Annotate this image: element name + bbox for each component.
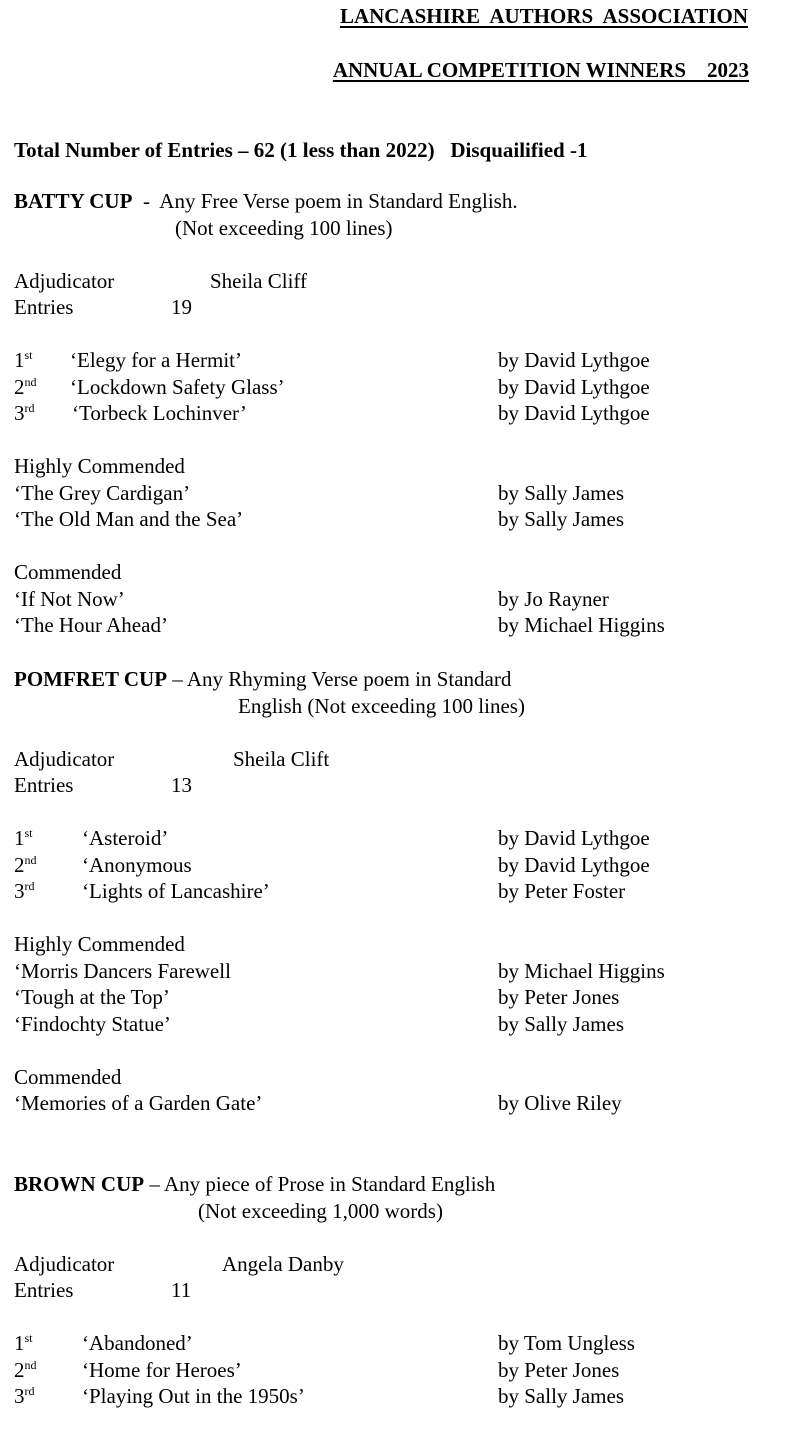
entry-title: ‘The Grey Cardigan’: [14, 480, 191, 505]
highly-commended-label: [14, 453, 794, 480]
adjudicator-row: [14, 746, 794, 773]
entries-label: Entries: [14, 773, 74, 797]
entry-author: by Olive Riley: [498, 1091, 622, 1115]
place-row: [14, 1383, 794, 1410]
cup-name: BATTY CUP: [14, 189, 133, 213]
entry-author: by Peter Foster: [498, 879, 626, 903]
adjudicator-label: Adjudicator: [14, 746, 115, 771]
place-number: 3rd: [14, 401, 35, 425]
place-number: 1st: [14, 826, 33, 850]
entries-label: Entries: [14, 295, 74, 319]
entry-author: by Sally James: [498, 480, 624, 505]
entry-title: ‘Asteroid’: [82, 826, 169, 850]
entry-title: ‘The Hour Ahead’: [14, 613, 168, 637]
place-row: [14, 825, 794, 852]
place-number: 3rd: [14, 1384, 35, 1408]
place-number: 2nd: [14, 852, 37, 877]
place-row: [14, 374, 794, 401]
cup-separator: -: [132, 189, 160, 213]
cup-description-line2: (Not exceeding 100 lines): [175, 215, 393, 240]
highly-commended-text: Highly Commended: [14, 454, 185, 478]
commended-entry-row: [14, 612, 794, 639]
adjudicator-row: [14, 268, 794, 295]
entries-count: 11: [171, 1278, 192, 1302]
place-number: 2nd: [14, 1357, 37, 1382]
cup-description: Any Rhyming Verse poem in Standard: [186, 667, 512, 691]
entries-label: Entries: [14, 1278, 74, 1302]
total-entries: Total Number of Entries – 62 (1 less than 2022) Disquailified -1: [14, 138, 588, 162]
brown-cup-heading: [14, 1171, 794, 1198]
commended-label: [14, 559, 794, 586]
entry-title: ‘Elegy for a Hermit’: [70, 348, 243, 372]
entry-author: by David Lythgoe: [498, 374, 650, 399]
highly-commended-text: Highly Commended: [14, 932, 185, 956]
entries-row: [14, 772, 794, 799]
place-row: [14, 347, 794, 374]
association-title: LANCASHIRE AUTHORS ASSOCIATION: [339, 4, 748, 28]
entry-title: ‘The Old Man and the Sea’: [14, 507, 244, 531]
commended-entry-row: [14, 958, 794, 985]
entry-title: ‘Memories of a Garden Gate’: [14, 1091, 263, 1115]
commended-entry-row: [14, 586, 794, 613]
commended-entry-row: [14, 1090, 794, 1117]
place-row: [14, 852, 794, 879]
batty-cup-heading: [14, 188, 794, 215]
pomfret-cup-heading: [14, 666, 794, 693]
entry-title: ‘Anonymous: [82, 852, 192, 877]
entry-author: by David Lythgoe: [498, 348, 650, 372]
entry-title: ‘Lights of Lancashire’: [82, 879, 270, 903]
cup-name: POMFRET CUP: [14, 667, 168, 691]
entry-title: ‘Playing Out in the 1950s’: [82, 1384, 305, 1408]
place-row: [14, 1357, 794, 1384]
cup-description: Any piece of Prose in Standard English: [163, 1172, 496, 1196]
adjudicator-name: Sheila Clift: [233, 746, 330, 771]
entries-row: [14, 294, 794, 321]
commended-entry-row: [14, 1011, 794, 1038]
entries-row: [14, 1277, 794, 1304]
entry-title: ‘Torbeck Lochinver’: [72, 401, 247, 425]
cup-description-line2-row: [14, 1198, 794, 1225]
commended-entry-row: [14, 506, 794, 533]
adjudicator-name: Sheila Cliff: [210, 268, 308, 293]
entry-title: ‘Findochty Statue’: [14, 1011, 171, 1036]
cup-name: BROWN CUP: [14, 1172, 145, 1196]
entry-author: by Sally James: [498, 1011, 624, 1036]
place-number: 1st: [14, 348, 33, 372]
commended-entry-row: [14, 984, 794, 1011]
place-row: [14, 1330, 794, 1357]
cup-separator: –: [167, 667, 187, 691]
entry-author: by David Lythgoe: [498, 401, 650, 425]
entry-author: by Sally James: [498, 507, 624, 531]
cup-description-line2: (Not exceeding 1,000 words): [198, 1198, 443, 1223]
entry-author: by Peter Jones: [498, 1357, 620, 1382]
place-row: [14, 400, 794, 427]
commended-label: [14, 1064, 794, 1091]
entry-title: ‘Morris Dancers Farewell: [14, 958, 231, 983]
entry-title: ‘Lockdown Safety Glass’: [70, 374, 285, 399]
entry-author: by Jo Rayner: [498, 586, 609, 611]
competition-title: ANNUAL COMPETITION WINNERS 2023: [332, 58, 749, 82]
entry-author: by Tom Ungless: [498, 1331, 635, 1355]
entry-title: ‘Home for Heroes’: [82, 1357, 242, 1382]
cup-description-line2-row: [14, 693, 794, 720]
commended-text: Commended: [14, 560, 122, 584]
entries-count: 13: [171, 773, 192, 797]
cup-description: Any Free Verse poem in Standard English.: [159, 189, 518, 213]
brown-cup-section: [14, 1171, 794, 1410]
pomfret-cup-section: [14, 666, 794, 1117]
adjudicator-name: Angela Danby: [222, 1251, 344, 1276]
commended-text: Commended: [14, 1064, 122, 1089]
commended-entry-row: [14, 480, 794, 507]
entry-title: ‘Abandoned’: [82, 1331, 193, 1355]
highly-commended-label: [14, 931, 794, 958]
cup-description-line2-row: [14, 215, 794, 242]
adjudicator-row: [14, 1251, 794, 1278]
entries-count: 19: [171, 295, 192, 319]
entry-author: by Michael Higgins: [498, 958, 665, 983]
adjudicator-label: Adjudicator: [14, 268, 115, 293]
place-number: 2nd: [14, 374, 37, 399]
entry-author: by Michael Higgins: [498, 613, 665, 637]
entry-title: ‘Tough at the Top’: [14, 985, 170, 1009]
entry-title: ‘If Not Now’: [14, 586, 125, 611]
place-number: 1st: [14, 1331, 33, 1355]
cup-separator: –: [144, 1172, 164, 1196]
entry-author: by Peter Jones: [498, 985, 620, 1009]
cup-description-line2: English (Not exceeding 100 lines): [238, 693, 525, 718]
adjudicator-label: Adjudicator: [14, 1251, 115, 1276]
place-number: 3rd: [14, 879, 35, 903]
batty-cup-section: [14, 188, 794, 639]
entry-author: by David Lythgoe: [498, 852, 650, 877]
place-row: [14, 878, 794, 905]
entry-author: by David Lythgoe: [498, 826, 650, 850]
entry-author: by Sally James: [498, 1384, 624, 1408]
